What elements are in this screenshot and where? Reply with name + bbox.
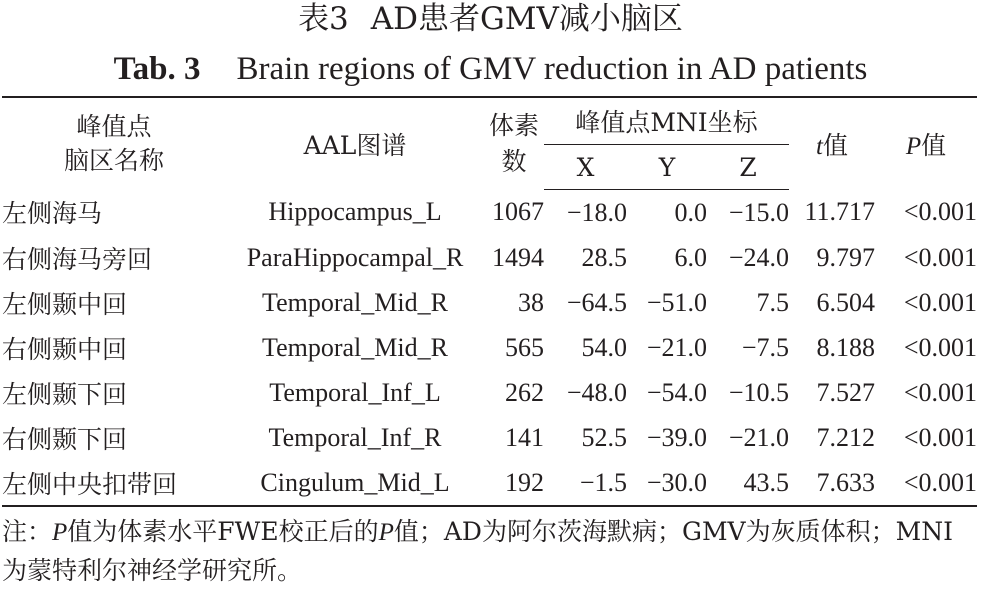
cell-t: 7.633	[789, 460, 875, 506]
table-row	[2, 190, 977, 236]
cell-region: 右侧海马旁回	[2, 244, 153, 274]
header-aal: AAL图谱	[226, 97, 484, 190]
table-caption-cn: AD患者GMV减小脑区	[370, 1, 683, 37]
cell-x: −48.0	[566, 377, 627, 407]
cell-region: 左侧中央扣带回	[2, 460, 226, 506]
cell-x: 54.0	[581, 332, 627, 362]
header-region: 峰值点 脑区名称	[2, 97, 226, 190]
cell-voxels: 1067	[492, 197, 544, 227]
cell-region: 左侧海马	[2, 199, 103, 229]
cell-z: −24.0	[728, 242, 789, 272]
cell-aal: Temporal_Mid_R	[262, 287, 448, 317]
cell-aal: Hippocampus_L	[268, 197, 442, 227]
cell-aal: Cingulum_Mid_L	[226, 460, 484, 506]
table-row	[2, 460, 977, 506]
table-row	[2, 235, 977, 280]
cell-t: 7.527	[816, 377, 875, 407]
cell-y: 0.0	[674, 197, 707, 227]
header-t-value: t值	[789, 97, 875, 190]
cell-t: 9.797	[816, 242, 875, 272]
header-p-value: P值	[875, 97, 977, 190]
cell-voxels: 565	[505, 332, 544, 362]
cell-aal: Temporal_Inf_L	[269, 377, 441, 407]
cell-t: 6.504	[816, 287, 875, 317]
cell-y: −30.0	[627, 460, 707, 506]
cell-z: −7.5	[741, 332, 789, 362]
cell-p: <0.001	[903, 242, 977, 272]
cell-y: −39.0	[646, 422, 707, 452]
cell-z: 43.5	[707, 460, 789, 506]
table-title-en	[0, 48, 981, 90]
cell-y: −51.0	[646, 287, 707, 317]
table-row	[2, 415, 977, 460]
cell-p: <0.001	[903, 287, 977, 317]
table-row	[2, 325, 977, 370]
cell-y: −54.0	[646, 377, 707, 407]
cell-x: −64.5	[566, 287, 627, 317]
cell-z: 7.5	[756, 287, 789, 317]
table-footnote: 注：P值为体素水平FWE校正后的P值；AD为阿尔茨海默病；GMV为灰质体积；MNI为蒙特利尔神经学研究所。	[2, 517, 953, 585]
cell-voxels: 1494	[492, 242, 544, 272]
cell-p: <0.001	[875, 460, 977, 506]
cell-voxels: 38	[518, 287, 544, 317]
cell-p: <0.001	[903, 377, 977, 407]
cell-x: −18.0	[566, 197, 627, 227]
header-x: X	[544, 145, 627, 190]
table-number-cn: 表3	[298, 1, 349, 37]
cell-region: 右侧颞中回	[2, 334, 128, 364]
results-table	[2, 96, 977, 507]
cell-region: 左侧颞中回	[2, 289, 128, 319]
table-title-cn	[0, 0, 981, 38]
cell-x: 28.5	[581, 242, 627, 272]
cell-z: −15.0	[728, 197, 789, 227]
cell-p: <0.001	[903, 332, 977, 362]
cell-aal: ParaHippocampal_R	[246, 242, 464, 272]
cell-t: 11.717	[804, 197, 875, 227]
table-number-en: Tab. 3	[113, 51, 201, 87]
header-mni-coordinates: 峰值点MNI坐标	[544, 97, 789, 145]
cell-t: 8.188	[816, 332, 875, 362]
table-row	[2, 370, 977, 415]
cell-voxels: 141	[505, 422, 544, 452]
cell-voxels: 262	[505, 377, 544, 407]
cell-aal: Temporal_Mid_R	[262, 332, 448, 362]
cell-aal: Temporal_Inf_R	[268, 422, 442, 452]
cell-z: −21.0	[728, 422, 789, 452]
cell-t: 7.212	[816, 422, 875, 452]
cell-y: −21.0	[646, 332, 707, 362]
cell-p: <0.001	[903, 197, 977, 227]
table-row	[2, 280, 977, 325]
table-caption-en: Brain regions of GMV reduction in AD patients	[236, 51, 868, 87]
header-y: Y	[627, 145, 707, 190]
cell-x: 52.5	[581, 422, 627, 452]
header-voxels: 体素 数	[484, 97, 544, 190]
cell-z: −10.5	[728, 377, 789, 407]
cell-region: 右侧颞下回	[2, 424, 128, 454]
cell-y: 6.0	[674, 242, 707, 272]
cell-voxels: 192	[484, 460, 544, 506]
cell-region: 左侧颞下回	[2, 379, 128, 409]
header-z: Z	[707, 145, 789, 190]
cell-p: <0.001	[903, 422, 977, 452]
cell-x: −1.5	[544, 460, 627, 506]
